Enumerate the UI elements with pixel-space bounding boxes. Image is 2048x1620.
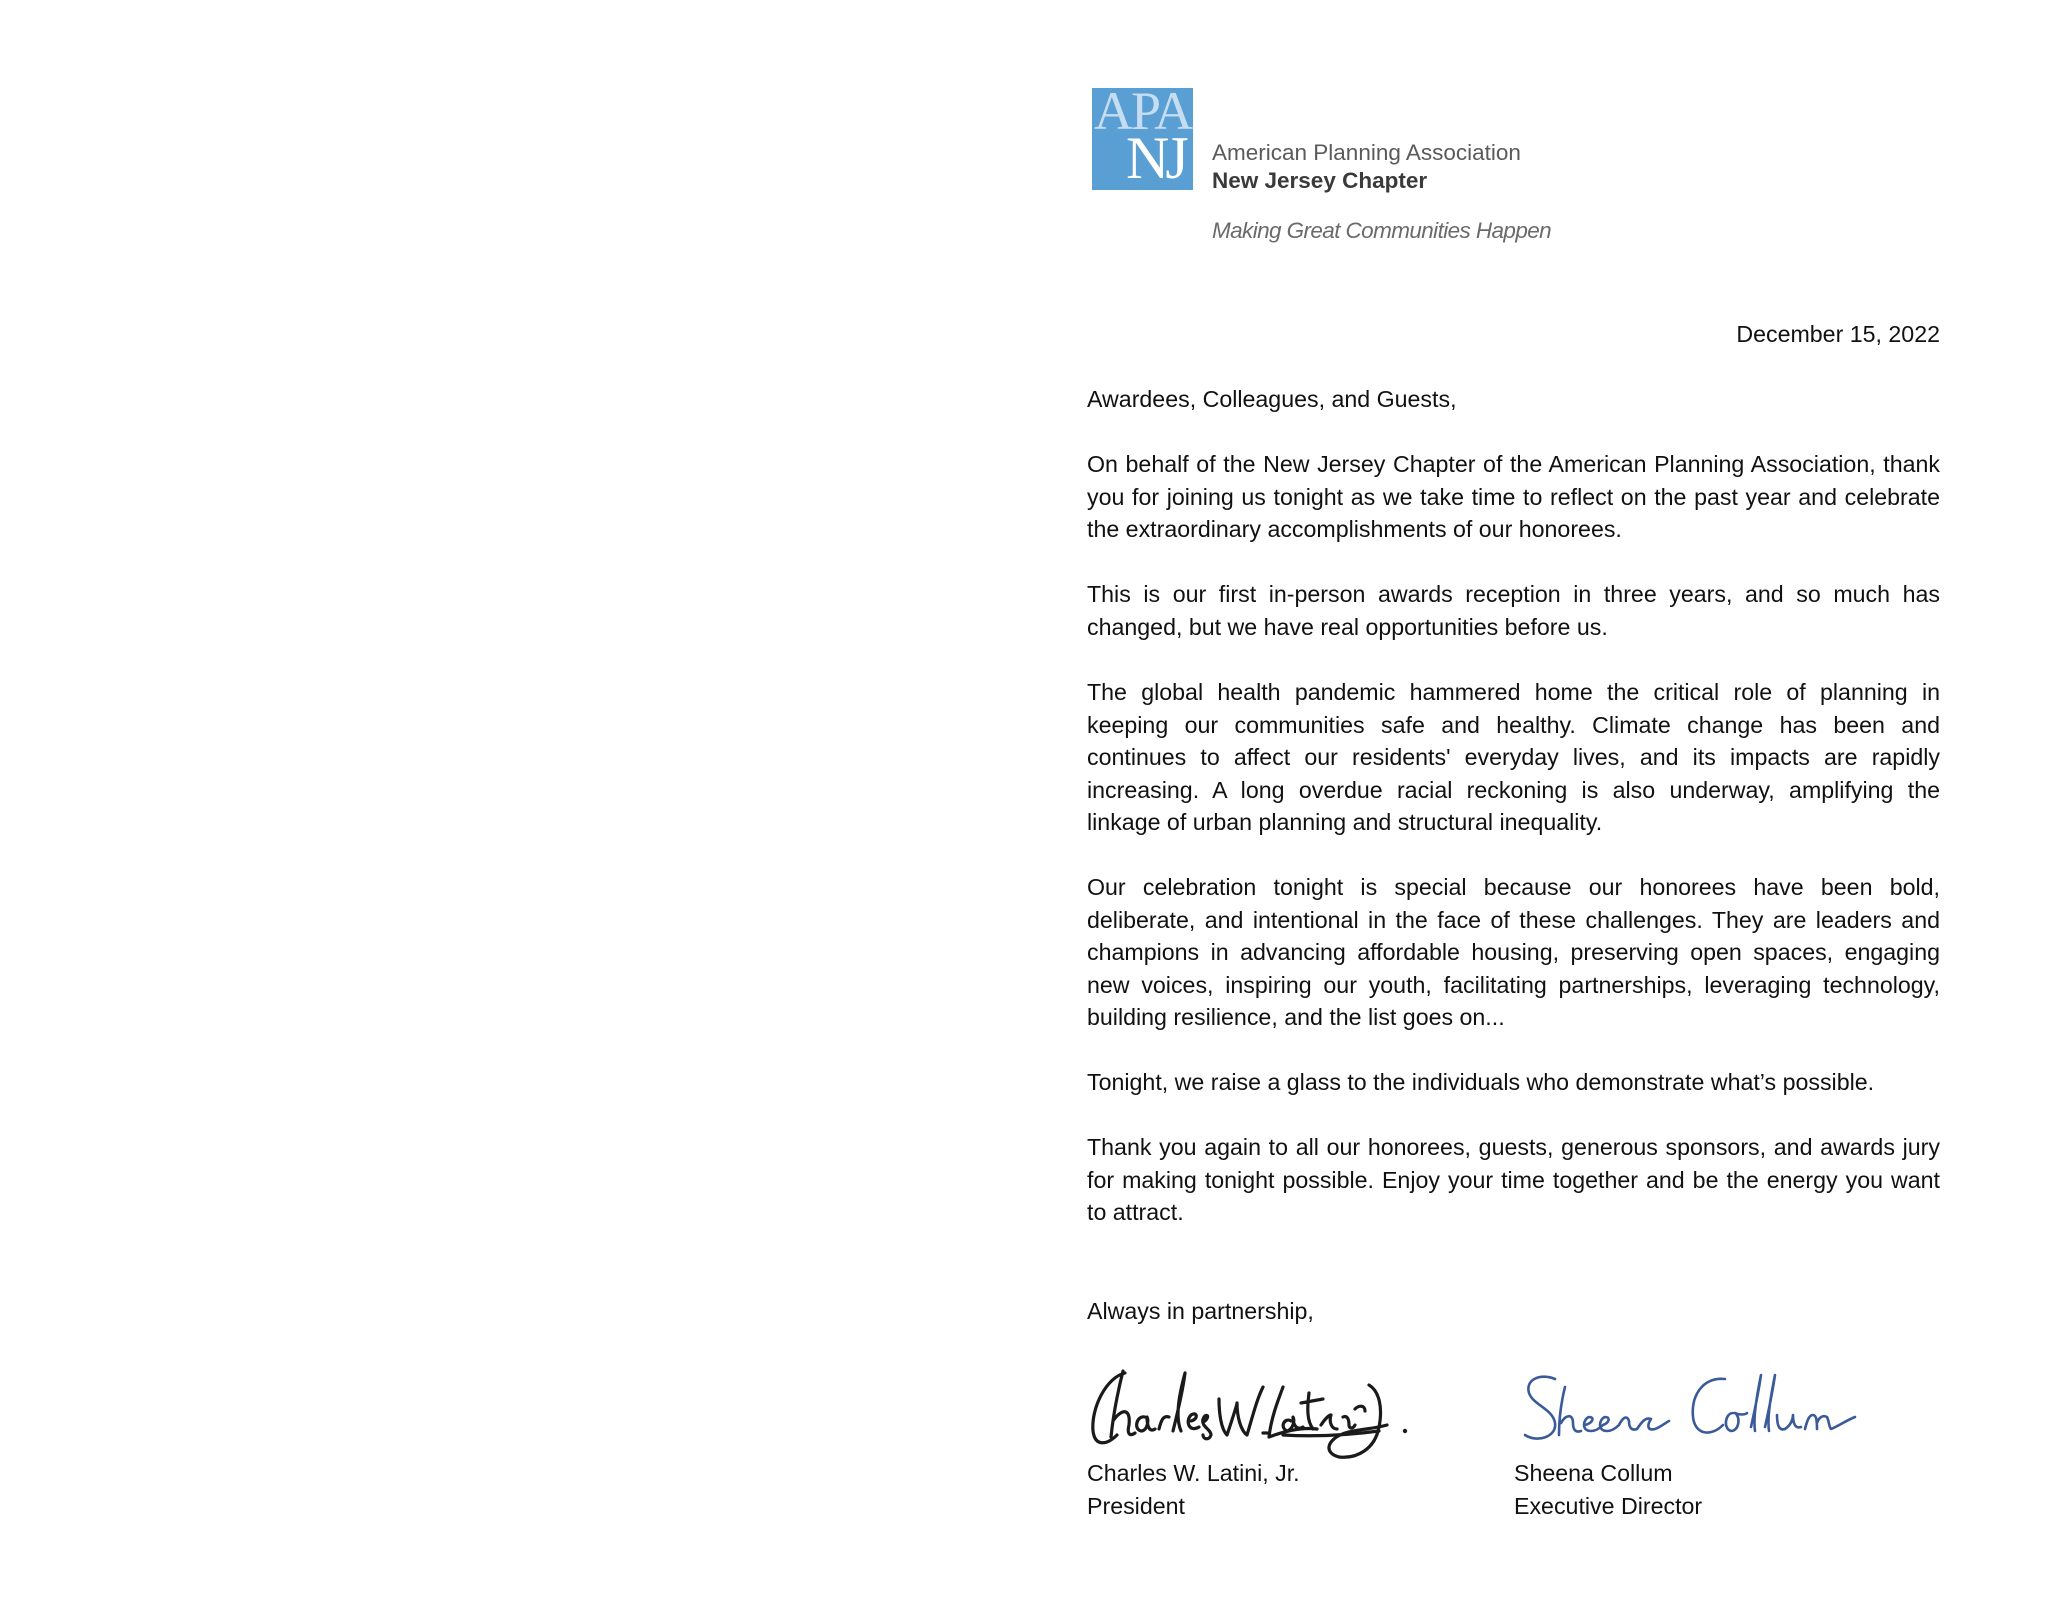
letter-paragraph: This is our first in-person awards reception in three years, and so much has changed, but we have real opportunities before us.	[1087, 581, 1940, 640]
letter-paragraph: Our celebration tonight is special because our honorees have been bold, deliberate, and intentional in the face of these challenges. They are leaders and champions in advancing affordable housing, preserving open spaces, engaging new voices, inspiring our youth, facilitating partnerships, leveraging technology, building resilience, and the list goes on...	[1087, 874, 1940, 1031]
letter-date: December 15, 2022	[1736, 321, 1940, 347]
signer-title: Executive Director	[1514, 1492, 1703, 1519]
signature-sheena-collum	[1515, 1365, 1875, 1455]
logo-tagline: Making Great Communities Happen	[1212, 218, 1552, 243]
signer-sheena-collum	[1514, 1457, 1702, 1522]
letter-paragraph: Thank you again to all our honorees, guests, generous sponsors, and awards jury for making tonight possible. Enjoy your time together and be the energy you want to attract.	[1087, 1134, 1940, 1226]
letter-paragraph: On behalf of the New Jersey Chapter of the American Planning Association, thank you for joining us tonight as we take time to reflect on the past year and celebrate the extraordinary accomplishments of our honorees.	[1087, 451, 1940, 543]
signer-title: President	[1087, 1492, 1185, 1519]
apa-nj-logo	[1092, 88, 1572, 258]
signer-name: Charles W. Latini, Jr.	[1087, 1460, 1300, 1486]
signer-charles-latini	[1087, 1457, 1300, 1522]
apa-nj-logo-mark	[1092, 88, 1193, 190]
letter-closing: Always in partnership,	[1087, 1298, 1314, 1324]
logo-chapter-name: New Jersey Chapter	[1212, 168, 1428, 193]
letter-paragraph: The global health pandemic hammered home the critical role of planning in keeping our communities safe and healthy. Climate change has been and continues to affect our residents' everyday lives, and its impacts are rapidly increasing. A long overdue racial reckoning is also underway, amplifying the linkage of urban planning and structural inequality.	[1087, 679, 1940, 836]
logo-mark-apa: APA	[1094, 88, 1192, 141]
logo-mark-nj: NJ	[1126, 125, 1185, 190]
letter-paragraph: Tonight, we raise a glass to the individuals who demonstrate what’s possible.	[1087, 1069, 1875, 1095]
signature-charles-latini	[1087, 1355, 1427, 1465]
letter-salutation: Awardees, Colleagues, and Guests,	[1087, 386, 1457, 412]
signer-name: Sheena Collum	[1514, 1460, 1673, 1486]
logo-org-name: American Planning Association	[1212, 140, 1521, 165]
